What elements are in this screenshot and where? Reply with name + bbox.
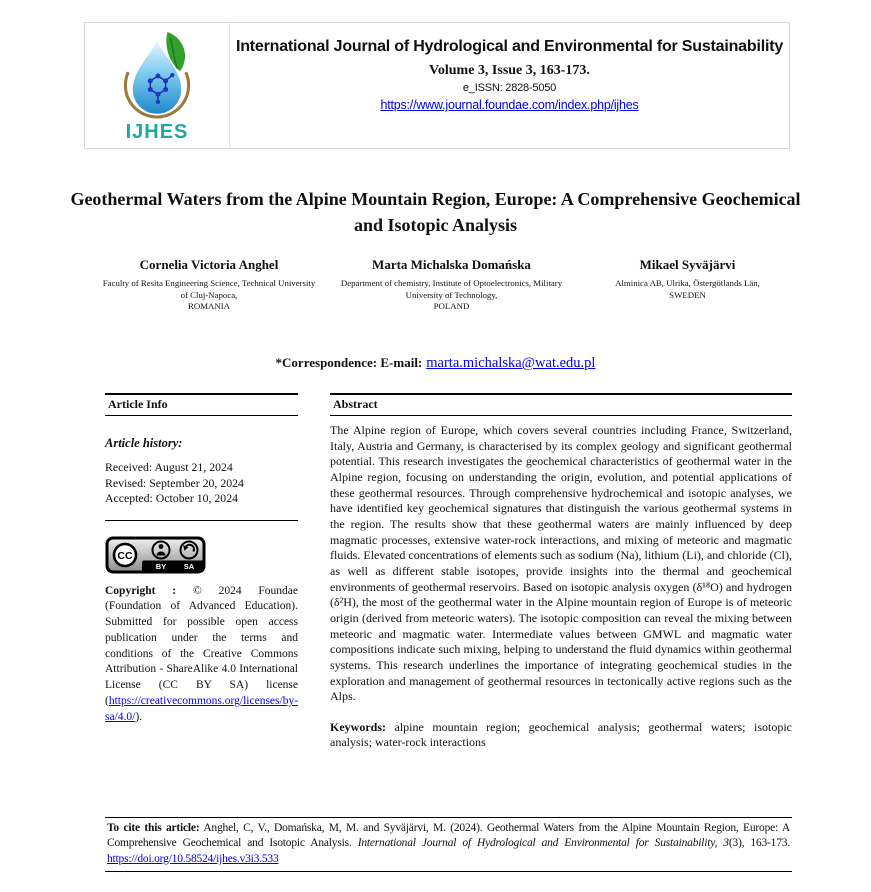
article-history-label: Article history: <box>105 436 183 450</box>
keywords-line <box>330 720 792 751</box>
affiliation-country: POLAND <box>433 301 470 311</box>
journal-header <box>84 22 790 149</box>
correspondence-line <box>0 354 871 372</box>
accepted-date: Accepted: October 10, 2024 <box>105 491 238 505</box>
received-date: Received: August 21, 2024 <box>105 460 233 474</box>
sa-label: SA <box>183 561 195 571</box>
copyright-notice <box>105 584 298 726</box>
author-affiliation <box>100 278 318 313</box>
copyright-suffix: ). <box>135 710 143 723</box>
keywords-text: alpine mountain region; geochemical analysis; geothermal waters; isotopic analysis; water-rock interactions <box>330 719 792 750</box>
affiliation-text: Alminica AB, Ulrika, Östergötlands Län, <box>615 278 760 288</box>
journal-url-link[interactable]: https://www.journal.foundae.com/index.php/ijhes <box>380 98 639 112</box>
cite-issue-pages: (3), 163-173. <box>728 837 790 850</box>
author-2 <box>333 257 571 313</box>
author-list <box>100 257 790 313</box>
doi-link[interactable]: https://doi.org/10.58524/ijhes.v3i3.533 <box>107 852 279 865</box>
cc-by-sa-badge <box>105 536 298 579</box>
keywords-label: Keywords: <box>330 719 386 734</box>
author-affiliation <box>585 278 790 301</box>
correspondence-email-link[interactable]: marta.michalska@wat.edu.pl <box>426 355 596 371</box>
correspondence-label: *Correspondence: E-mail: <box>275 355 423 370</box>
article-info-column <box>105 393 298 763</box>
article-history <box>105 460 298 507</box>
abstract-paragraph: The Alpine region of Europe, which covers several countries including France, Switzerland, Italy, Austria and Germany, is characterised by its complex geology and significant geothermal potential. This research investigates the geochemical characteristics of geothermal water in the Alpine region, focusing on understanding the origin, evolution, and potential applications of these geothermal resources. Through comprehensive hydrochemical and isotopic analyses, we have identified key geochemical signatures that distinguish the various geothermal systems in the region. The results show that these geothermal waters are mainly influenced by deep magmatic processes, extensive water-rock interactions, and mixing of meteoric and magmatic fluids. Elevated concentrations of elements such as sodium (Na), lithium (Li), and chloride (Cl), as well as different stable isotopes, provide insights into the thermal and geochemical environments of geothermal reservoirs. Based on isotopic analysis oxygen (δ¹⁸O) and hydrogen (δ²H), the most of the geothermal water in the Alpine mountain region of Europe is of meteoric origin (derived from meteoric waters). The isotopic composition can reveal the mixing between meteoric and magmatic water. Intermediate values between GMWL and magmatic water compositions indicate such mixing, helping to understand the fluid dynamics within geothermal systems. This research underlines the importance of integrating geochemical studies in the exploration and management of geothermal resources in tectonically active regions such as the Alps. <box>330 423 792 704</box>
info-abstract-section <box>105 393 792 763</box>
volume-issue-line: Volume 3, Issue 3, 163-173. <box>429 63 590 78</box>
copyright-label: Copyright : <box>105 584 177 597</box>
cc-license-link[interactable]: https://creativecommons.org/licenses/by-sa/4.0/ <box>105 695 299 723</box>
author-name: Mikael Syväjärvi <box>639 257 736 272</box>
divider <box>105 520 298 521</box>
issn-line: e_ISSN: 2828-5050 <box>462 82 557 94</box>
affiliation-country: SWEDEN <box>669 289 706 300</box>
article-info-heading: Article Info <box>105 393 298 416</box>
revised-date: Revised: September 20, 2024 <box>105 475 244 490</box>
affiliation-text: Faculty of Resita Engineering Science, Technical University of Cluj-Napoca, <box>102 278 316 300</box>
by-label: BY <box>155 561 167 571</box>
author-affiliation <box>333 278 571 313</box>
affiliation-text: Department of chemistry, Institute of Optoelectronics, Military University of Technology, <box>340 278 563 300</box>
paper-title: Geothermal Waters from the Alpine Mountain Region, Europe: A Comprehensive Geochemical and Isotopic Analysis <box>70 189 801 235</box>
affiliation-country: ROMANIA <box>187 301 231 311</box>
abstract-column <box>330 393 792 763</box>
abstract-heading: Abstract <box>330 393 792 416</box>
cc-by-sa-badge-icon <box>105 536 206 574</box>
ijhes-droplet-logo-icon <box>118 31 196 123</box>
cite-journal-name: International Journal of Hydrological and Environmental for Sustainability, 3 <box>357 837 729 850</box>
author-3 <box>585 257 790 313</box>
author-name: Marta Michalska Domańska <box>372 257 531 272</box>
logo-wordmark: IJHES <box>125 121 189 143</box>
citation-block <box>105 817 792 872</box>
author-1 <box>100 257 318 313</box>
svg-text:CC: CC <box>117 549 133 562</box>
cite-label: To cite this article: <box>107 822 200 834</box>
cite-authors-title: Anghel, C, V., Domańska, M, M. and Syväjärvi, M. (2024). Geothermal Waters from the Alpine Mountain Region, Europe: A Comprehensive Geochemical and Isotopic Analysis. <box>107 822 791 850</box>
journal-header-text <box>230 23 789 148</box>
journal-logo <box>85 23 230 148</box>
copyright-text: © 2024 Foundae (Foundation of Advanced Education). Submitted for possible open access publication under the terms and conditions of the Creative Commons Attribution - ShareAlike 4.0 International License (CC BY SA) license ( <box>105 584 299 708</box>
journal-title: International Journal of Hydrological and Environmental for Sustainability <box>235 38 784 55</box>
author-name: Cornelia Victoria Anghel <box>139 257 279 272</box>
